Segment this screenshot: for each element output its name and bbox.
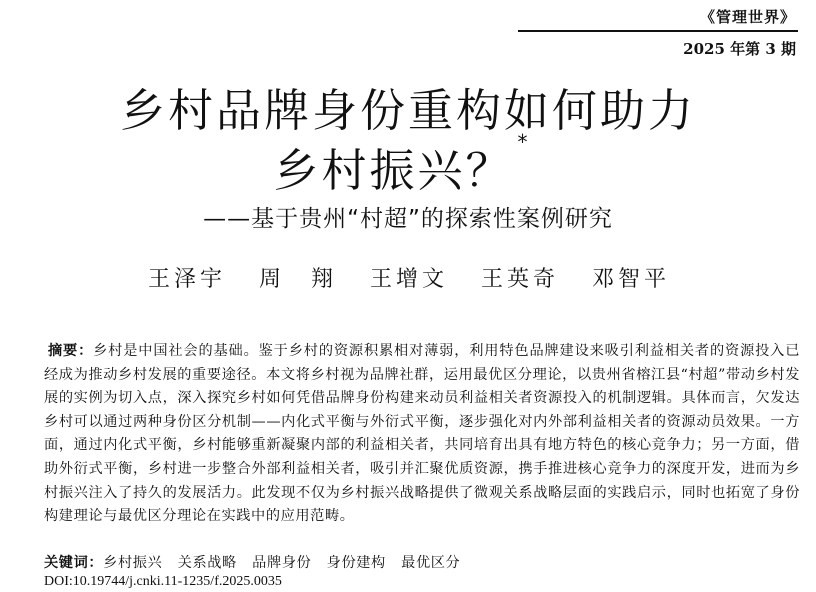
header-rule: [518, 30, 798, 32]
title-text-1: 乡村品牌身份重构如何助力: [119, 84, 696, 137]
author: 周 翔: [259, 267, 338, 292]
keyword: 乡村振兴: [103, 555, 163, 571]
keyword: 身份建构: [326, 555, 386, 571]
author: 王增文: [370, 267, 449, 292]
keywords: [44, 552, 460, 572]
author: 邓智平: [592, 267, 671, 292]
doi: DOI:10.19744/j.cnki.11-1235/f.2025.0035: [44, 574, 282, 589]
keywords-label: 关键词：: [44, 555, 104, 571]
author-list: [148, 262, 670, 293]
author: 王英奇: [481, 267, 560, 292]
title-text-2: 乡村振兴？: [273, 144, 514, 197]
author: 王泽宇: [148, 267, 227, 292]
paper-title-line-1: [0, 74, 816, 139]
paper-title-line-2: [0, 130, 810, 199]
paper-subtitle: ——基于贵州“村超”的探索性案例研究: [203, 206, 613, 232]
keyword: 关系战略: [177, 555, 237, 571]
title-footnote-mark: *: [517, 130, 531, 154]
abstract-text: 乡村是中国社会的基础。鉴于乡村的资源积累相对薄弱，利用特色品牌建设来吸引利益相关者的资源投入已经成为推动乡村发展的重要途径。本文将乡村视为品牌社群，运用最优区分理论，以贵州省榕江县“村超”带动乡村发展的实例为切入点，深入探究乡村如何凭借品牌身份构建来动员利益相关者资源投入的机制逻辑。具体而言，欠发达乡村可以通过两种身份区分机制——内化式平衡与外衍式平衡，逐步强化对内外部利益相关者的资源动员效果。一方面，通过内化式平衡，乡村能够重新凝聚内部的利益相关者，共同培育出具有地方特色的核心竞争力；另一方面，借助外衍式平衡，乡村进一步整合外部利益相关者，吸引并汇聚优质资源，携手推进核心竞争力的深度开发，进而为乡村振兴注入了持久的发展活力。此发现不仅为乡村振兴战略提供了微观关系战略层面的实践启示，同时也拓宽了身份构建理论与最优区分理论在实践中的应用范畴。: [44, 343, 800, 525]
keyword: 最优区分: [401, 555, 461, 571]
journal-name: 《管理世界》: [699, 8, 796, 26]
issue-number: 2025 年第 3 期: [683, 40, 796, 58]
keyword: 品牌身份: [252, 555, 312, 571]
abstract-label: 摘要：: [48, 343, 94, 359]
abstract: [44, 340, 800, 529]
